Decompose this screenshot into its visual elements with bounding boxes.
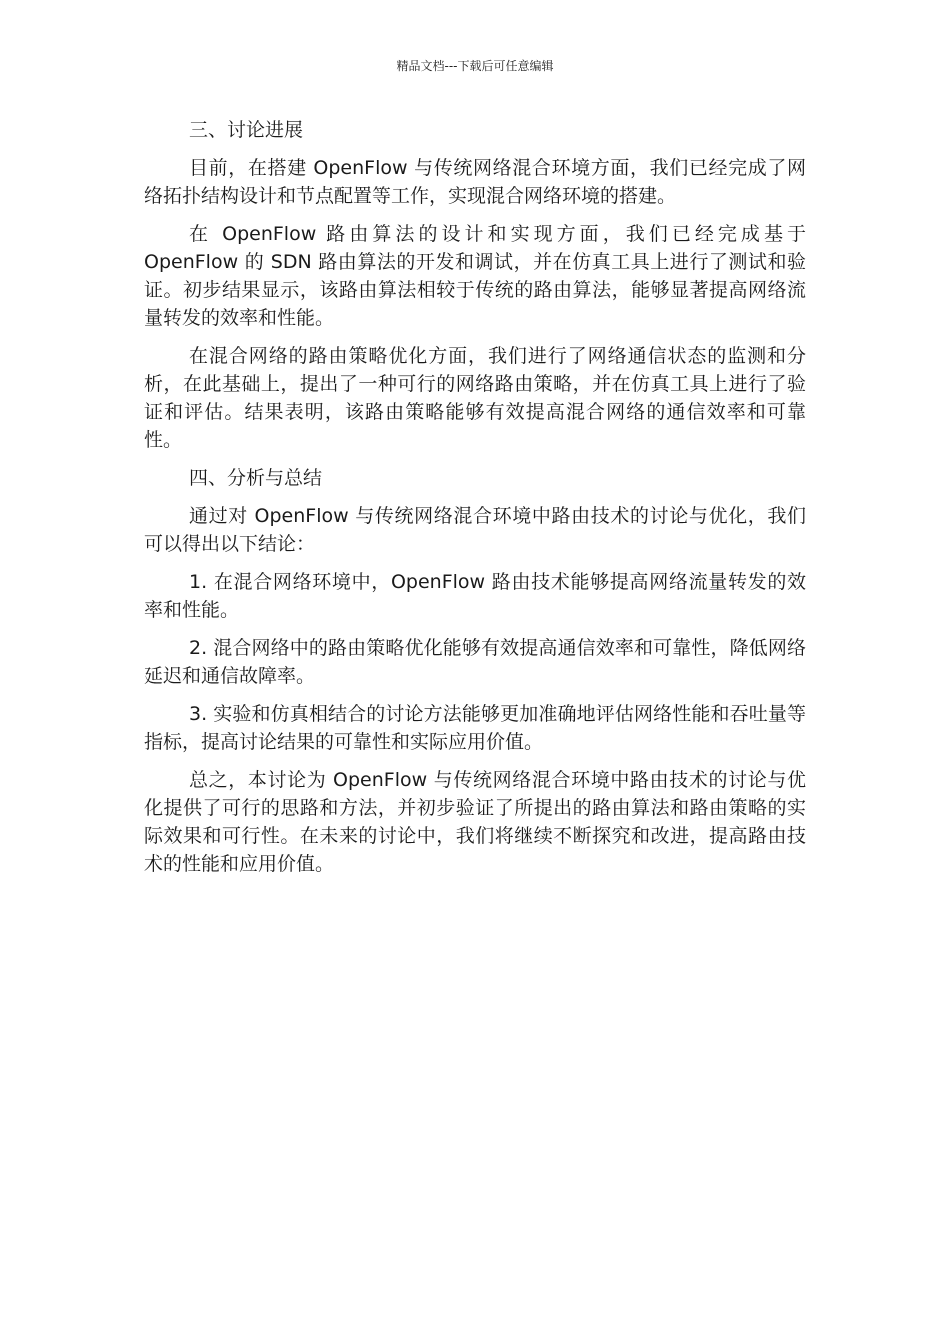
section-heading-progress: 三、讨论进展 bbox=[189, 119, 304, 141]
paragraph-conclusion-intro: 通过对 OpenFlow 与传统网络混合环境中路由技术的讨论与优化，我们可以得出以下结论： bbox=[144, 505, 806, 555]
conclusion-item-2: 2. 混合网络中的路由策略优化能够有效提高通信效率和可靠性，降低网络延迟和通信故障率。 bbox=[144, 637, 806, 687]
paragraph-routing-algorithm: 在 OpenFlow 路由算法的设计和实现方面，我们已经完成基于 OpenFlow 的 SDN 路由算法的开发和调试，并在仿真工具上进行了测试和验证。初步结果显示，该路由算法相较于传统的路由算法，能够显著提高网络流量转发的效率和性能。 bbox=[144, 223, 806, 329]
paragraph-routing-strategy: 在混合网络的路由策略优化方面，我们进行了网络通信状态的监测和分析，在此基础上，提出了一种可行的网络路由策略，并在仿真工具上进行了验证和评估。结果表明，该路由策略能够有效提高混合网络的通信效率和可靠性。 bbox=[144, 345, 806, 451]
section-heading-summary: 四、分析与总结 bbox=[189, 467, 323, 489]
conclusion-item-3: 3. 实验和仿真相结合的讨论方法能够更加准确地评估网络性能和吞吐量等指标，提高讨论结果的可靠性和实际应用价值。 bbox=[144, 703, 806, 753]
paragraph-environment: 目前，在搭建 OpenFlow 与传统网络混合环境方面，我们已经完成了网络拓扑结构设计和节点配置等工作，实现混合网络环境的搭建。 bbox=[144, 157, 806, 207]
page-header: 精品文档---下载后可任意编辑 bbox=[396, 59, 554, 73]
paragraph-final-summary: 总之，本讨论为 OpenFlow 与传统网络混合环境中路由技术的讨论与优化提供了可行的思路和方法，并初步验证了所提出的路由算法和路由策略的实际效果和可行性。在未来的讨论中，我们将继续不断探究和改进，提高路由技术的性能和应用价值。 bbox=[144, 769, 806, 875]
conclusion-item-1: 1. 在混合网络环境中，OpenFlow 路由技术能够提高网络流量转发的效率和性能。 bbox=[144, 571, 806, 621]
document-body bbox=[144, 116, 806, 888]
